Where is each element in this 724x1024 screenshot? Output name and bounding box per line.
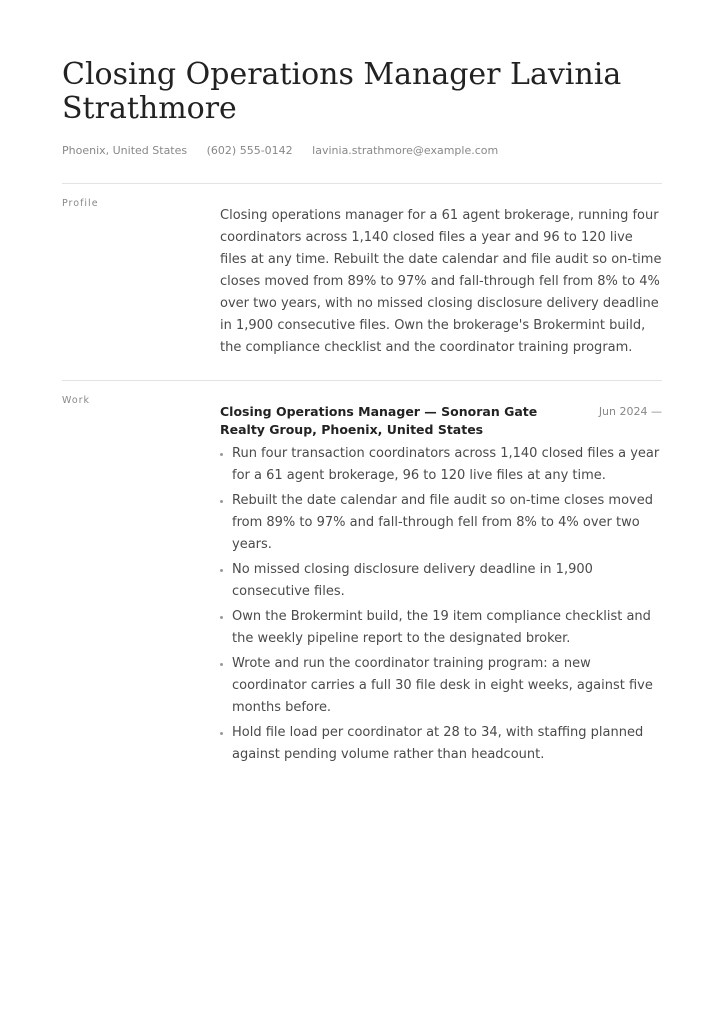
list-item: Run four transaction coordinators across 1,140 closed files a year for a 61 agent brokerage, 96 to 120 live files at any time.: [220, 443, 662, 487]
profile-summary: Closing operations manager for a 61 agent brokerage, running four coordinators across 1,140 closed files a year and 96 to 120 live files at any time. Rebuilt the date calendar and file audit so on-time closes moved from 89% to 97% and fall-through fell from 8% to 4% over two years, with no missed closing disclosure delivery deadline in 1,900 consecutive files. Own the brokerage's Brokermint build, the compliance checklist and the coordinator training program.: [220, 208, 662, 355]
job-date: Jun 2024 —: [598, 405, 662, 418]
list-item: No missed closing disclosure delivery deadline in 1,900 consecutive files.: [220, 559, 662, 603]
job-header: [220, 403, 662, 439]
contact-line: [62, 143, 514, 159]
job-title: Closing Operations Manager — Sonoran Gate Realty Group, Phoenix, United States: [220, 404, 538, 437]
location-text: Phoenix, United States: [62, 144, 188, 157]
list-item: Own the Brokermint build, the 19 item compliance checklist and the weekly pipeline report to the designated broker.: [220, 606, 662, 650]
section-divider: [62, 380, 662, 381]
profile-section-label: Profile: [62, 198, 99, 209]
list-item: Hold file load per coordinator at 28 to 34, with staffing planned against pending volume rather than headcount.: [220, 722, 662, 766]
section-divider: [62, 183, 662, 184]
email-text: lavinia.strathmore@example.com: [312, 144, 499, 157]
phone-text: (602) 555-0142: [206, 144, 293, 157]
job-bullets: [220, 443, 662, 769]
work-section-label: Work: [62, 395, 91, 406]
list-item: Wrote and run the coordinator training program: a new coordinator carries a full 30 file desk in eight weeks, against five months before.: [220, 653, 662, 719]
list-item: Rebuilt the date calendar and file audit so on-time closes moved from 89% to 97% and fall-through fell from 8% to 4% over two years.: [220, 490, 662, 556]
page-title: Closing Operations Manager Lavinia Strathmore: [62, 57, 622, 126]
